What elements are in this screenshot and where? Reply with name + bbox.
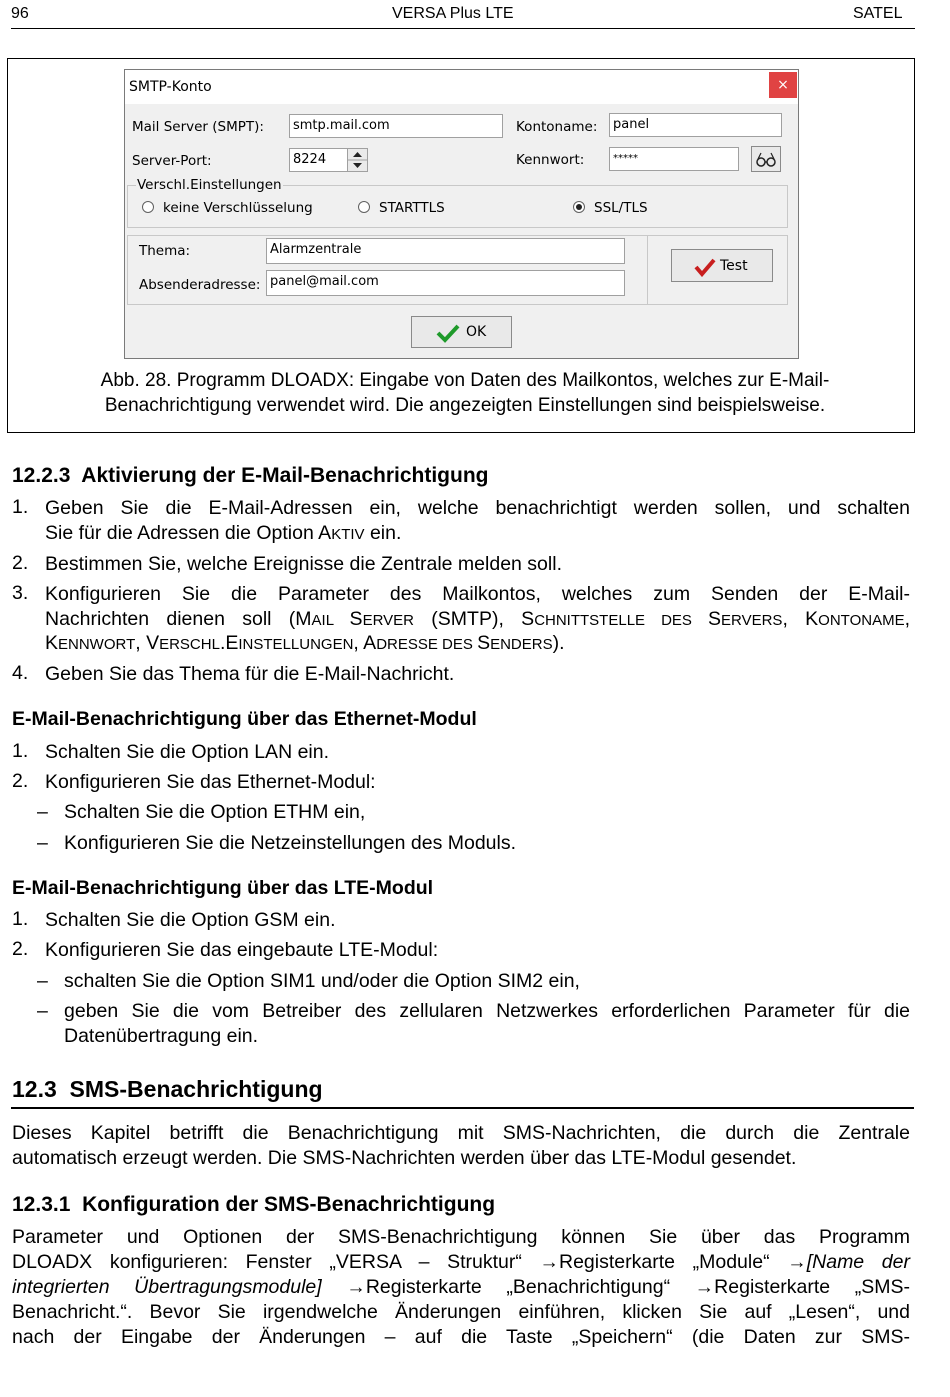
list-number: 3. [12, 582, 29, 604]
subject-label: Thema: [139, 243, 191, 259]
text-span: ein. [364, 522, 402, 544]
page-number: 96 [11, 5, 29, 22]
list-number: 1. [12, 740, 29, 762]
section-heading-12-2-3 [12, 464, 489, 488]
section-title: Aktivierung der E-Mail-Benachrichtigung [81, 464, 489, 487]
text-span: , K [782, 608, 819, 630]
dash-item-text: Konfigurieren Sie die Netzeinstellungen des Moduls. [64, 832, 517, 854]
text-span: Sie für die Adressen die Option A [45, 522, 332, 544]
figure-caption [30, 368, 900, 418]
arrow-icon: → [539, 1251, 559, 1273]
ok-button-label: OK [466, 324, 487, 340]
text-span: (SMTP), S [413, 608, 535, 630]
password-label: Kennwort: [516, 152, 585, 168]
password-input[interactable]: ***** [609, 147, 739, 171]
text-span: S [477, 632, 491, 654]
ssl-tls-label: SSL/TLS [594, 200, 648, 216]
text-span: S [349, 608, 363, 630]
paragraph-line: Parameter und Optionen der SMS-Benachrichtigung können Sie über das Programm [12, 1226, 910, 1248]
section-number: 12.3 [12, 1076, 57, 1102]
list-number: 4. [12, 662, 29, 684]
small-caps-span: DRESSE DES [376, 636, 478, 653]
header-rule [11, 28, 915, 29]
section-number: 12.3.1 [12, 1193, 71, 1216]
small-caps-span: INSTELLUNGEN [238, 636, 354, 653]
dialog-titlebar [125, 70, 798, 104]
list-item-text: Konfigurieren Sie das eingebaute LTE-Modul: [45, 939, 439, 961]
list-number: 1. [12, 908, 29, 930]
smtp-account-dialog [124, 69, 799, 359]
list-number: 2. [12, 552, 29, 574]
section-number: 12.2.3 [12, 464, 71, 487]
small-caps-span: ONTONAME [818, 612, 905, 629]
list-number: 2. [12, 770, 29, 792]
list-item-text [45, 607, 910, 633]
glasses-icon [752, 147, 780, 171]
text-span: , A [353, 632, 377, 654]
small-caps-span: ENNWORT [58, 636, 136, 653]
section-rule [11, 1107, 914, 1109]
radio-no-encryption[interactable] [142, 201, 154, 213]
dash-item-text: Datenübertragung ein. [64, 1025, 259, 1047]
text-span: Registerkarte „Benachrichtigung“ [365, 1276, 695, 1298]
account-name-label: Kontoname: [516, 119, 598, 135]
text-span: DLOADX konfigurieren: Fenster „VERSA – Struktur“ [12, 1251, 540, 1273]
account-name-input[interactable]: panel [609, 113, 782, 137]
test-button[interactable] [671, 249, 773, 282]
no-encryption-label: keine Verschlüsselung [163, 200, 313, 216]
list-item-text [45, 521, 401, 547]
group-divider [647, 235, 648, 305]
paragraph-line: nach der Eingabe der Änderungen – auf die Taste „Speichern“ (die Daten zur SMS- [12, 1326, 910, 1348]
text-span: K [45, 632, 59, 654]
list-item-text: Geben Sie die E-Mail-Adressen ein, welche benachrichtigt werden sollen, und schalten [45, 497, 910, 519]
dash-bullet: – [37, 970, 48, 992]
subheading-lte: E-Mail-Benachrichtigung über das LTE-Modul [12, 877, 434, 899]
sender-label: Absenderadresse: [139, 277, 261, 293]
small-caps-span: ENDERS [490, 636, 553, 653]
test-button-label: Test [720, 258, 748, 274]
radio-starttls[interactable] [358, 201, 370, 213]
paragraph-line [12, 1275, 910, 1300]
server-port-label: Server-Port: [132, 153, 212, 169]
small-caps-span: AIL [311, 612, 350, 629]
starttls-label: STARTTLS [379, 200, 445, 216]
list-number: 1. [12, 496, 29, 518]
italic-span: integrierten Übertragungsmodule] [12, 1276, 322, 1298]
list-item-text [45, 631, 565, 657]
show-password-button[interactable] [751, 146, 781, 172]
italic-span: [Name der [806, 1251, 910, 1273]
paragraph-line [12, 1250, 910, 1275]
subject-input[interactable]: Alarmzentrale [266, 238, 625, 264]
paragraph-line: automatisch erzeugt werden. Die SMS-Nachrichten werden über das LTE-Modul gesendet. [12, 1147, 797, 1169]
dialog-title: SMTP-Konto [129, 79, 212, 95]
section-title: Konfiguration der SMS-Benachrichtigung [82, 1193, 496, 1216]
sender-input[interactable]: panel@mail.com [266, 270, 625, 296]
text-span: S [708, 608, 722, 630]
dash-bullet: – [37, 801, 48, 823]
dash-bullet: – [37, 832, 48, 854]
arrow-icon: → [694, 1276, 715, 1298]
server-port-input[interactable] [289, 148, 368, 172]
list-item-text: Schalten Sie die Option GSM ein. [45, 909, 336, 931]
paragraph-line: Benachricht.“. Bevor Sie irgendwelche Änderungen einführen, klicken Sie auf „Lesen“, und [12, 1301, 910, 1323]
list-item-text: Schalten Sie die Option LAN ein. [45, 741, 330, 763]
radio-ssl-tls[interactable] [573, 201, 585, 213]
text-span: ). [552, 632, 565, 654]
green-check-icon [436, 323, 460, 343]
small-caps-span: ERSCHL [159, 636, 220, 653]
dash-item-text: schalten Sie die Option SIM1 und/oder die Option SIM2 ein, [64, 970, 580, 992]
red-check-icon [694, 257, 716, 277]
document-title: VERSA Plus LTE [392, 5, 514, 22]
section-heading-12-3 [12, 1076, 323, 1103]
list-number: 2. [12, 938, 29, 960]
text-span: , V [135, 632, 160, 654]
dash-item-text: Schalten Sie die Option ETHM ein, [64, 801, 366, 823]
text-span: Nachrichten dienen soll (M [45, 608, 312, 630]
small-caps-span: ERVERS [721, 612, 783, 629]
list-item-text: Konfigurieren Sie das Ethernet-Modul: [45, 771, 376, 793]
text-span: Registerkarte „Module“ [559, 1251, 788, 1273]
arrow-icon: → [787, 1251, 807, 1273]
text-span: Registerkarte „SMS- [714, 1276, 910, 1298]
list-item-text: Bestimmen Sie, welche Ereignisse die Zentrale melden soll. [45, 553, 562, 575]
small-caps-span: CHNITTSTELLE DES [534, 612, 708, 629]
section-heading-12-3-1 [12, 1193, 495, 1217]
arrow-icon: → [346, 1276, 366, 1298]
brand-name: SATEL [853, 5, 903, 22]
list-item-text: Geben Sie das Thema für die E-Mail-Nachricht. [45, 663, 455, 685]
text-span: .E [219, 632, 239, 654]
caption-line-1: Abb. 28. Programm DLOADX: Eingabe von Daten des Mailkontos, welches zur E-Mail- [100, 370, 830, 391]
port-spinner[interactable] [347, 149, 367, 171]
paragraph-line: Dieses Kapitel betrifft die Benachrichtigung mit SMS-Nachrichten, die durch die Zentrale [12, 1122, 910, 1144]
spinner-arrows-icon [348, 149, 367, 171]
mail-server-input[interactable]: smtp.mail.com [289, 114, 503, 138]
subheading-ethernet: E-Mail-Benachrichtigung über das Ethernet-Modul [12, 708, 477, 730]
caption-line-2: Benachrichtigung verwendet wird. Die angezeigten Einstellungen sind beispielsweise. [104, 395, 826, 416]
ok-button[interactable] [411, 316, 512, 348]
small-caps-span: KTIV [331, 526, 365, 543]
dash-item-text: geben Sie die vom Betreiber des zellularen Netzwerkes erforderlichen Parameter für die [64, 1000, 910, 1022]
small-caps-span: ERVER [362, 612, 414, 629]
server-port-value: 8224 [293, 152, 327, 167]
encryption-group-title: Verschl.Einstellungen [137, 177, 282, 193]
mail-server-label: Mail Server (SMPT): [132, 119, 264, 135]
text-span: , [904, 608, 910, 630]
close-button[interactable]: × [769, 72, 797, 98]
list-item-text: Konfigurieren Sie die Parameter des Mailkontos, welches zum Senden der E-Mail- [45, 583, 910, 605]
dash-bullet: – [37, 1000, 48, 1022]
section-title: SMS-Benachrichtigung [69, 1076, 323, 1102]
